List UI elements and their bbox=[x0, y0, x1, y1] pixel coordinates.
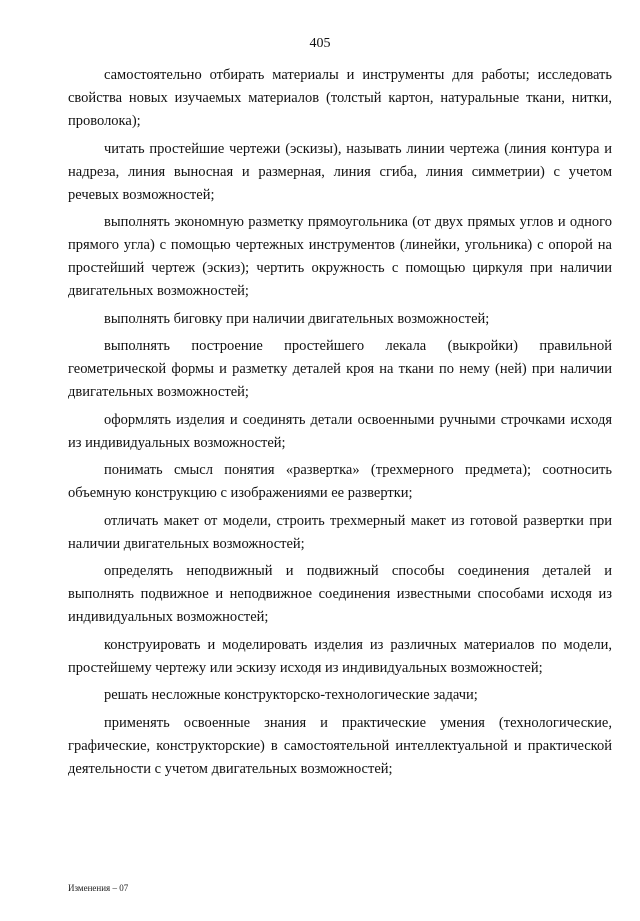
paragraph: решать несложные конструкторско-технологические задачи; bbox=[104, 687, 478, 703]
paragraph: конструировать и моделировать изделия из различных материалов по модели, простейшему чертежу или эскизу исходя из индивидуальных возможностей; bbox=[68, 636, 612, 676]
paragraph: выполнять построение простейшего лекала (выкройки) правильной геометрической формы и разметку деталей кроя на ткани по нему (ней) при наличии двигательных возможностей; bbox=[68, 338, 612, 400]
paragraph: выполнять экономную разметку прямоугольника (от двух прямых углов и одного прямого угла) с помощью чертежных инструментов (линейки, угольника) с опорой на простейший чертеж (эскиз); чертить окружность с помощью циркуля при наличии двигательных возможностей; bbox=[68, 214, 612, 299]
body-text bbox=[68, 64, 612, 785]
paragraph: читать простейшие чертежи (эскизы), называть линии чертежа (линия контура и надреза, линия выносная и размерная, линия сгиба, линия симметрии) с учетом речевых возможностей; bbox=[68, 140, 612, 203]
paragraph: применять освоенные знания и практические умения (технологические, графические, конструкторские) в самостоятельной интеллектуальной и практической деятельности с учетом двигательных возможностей; bbox=[68, 714, 612, 777]
paragraph: понимать смысл понятия «развертка» (трехмерного предмета); соотносить объемную конструкцию с изображениями ее развертки; bbox=[68, 462, 612, 501]
footer-revision-note: Изменения – 07 bbox=[68, 883, 129, 893]
paragraph: оформлять изделия и соединять детали освоенными ручными строчками исходя из индивидуальных возможностей; bbox=[68, 411, 612, 451]
paragraph: отличать макет от модели, строить трехмерный макет из готовой развертки при наличии двигательных возможностей; bbox=[68, 512, 612, 552]
paragraph: выполнять биговку при наличии двигательных возможностей; bbox=[104, 310, 490, 327]
page-number: 405 bbox=[309, 36, 331, 51]
paragraph: определять неподвижный и подвижный способы соединения деталей и выполнять подвижное и неподвижное соединения известными способами исходя из индивидуальных возможностей; bbox=[68, 563, 612, 625]
paragraph: самостоятельно отбирать материалы и инструменты для работы; исследовать свойства новых изучаемых материалов (толстый картон, натуральные ткани, нитки, проволока); bbox=[68, 67, 612, 129]
